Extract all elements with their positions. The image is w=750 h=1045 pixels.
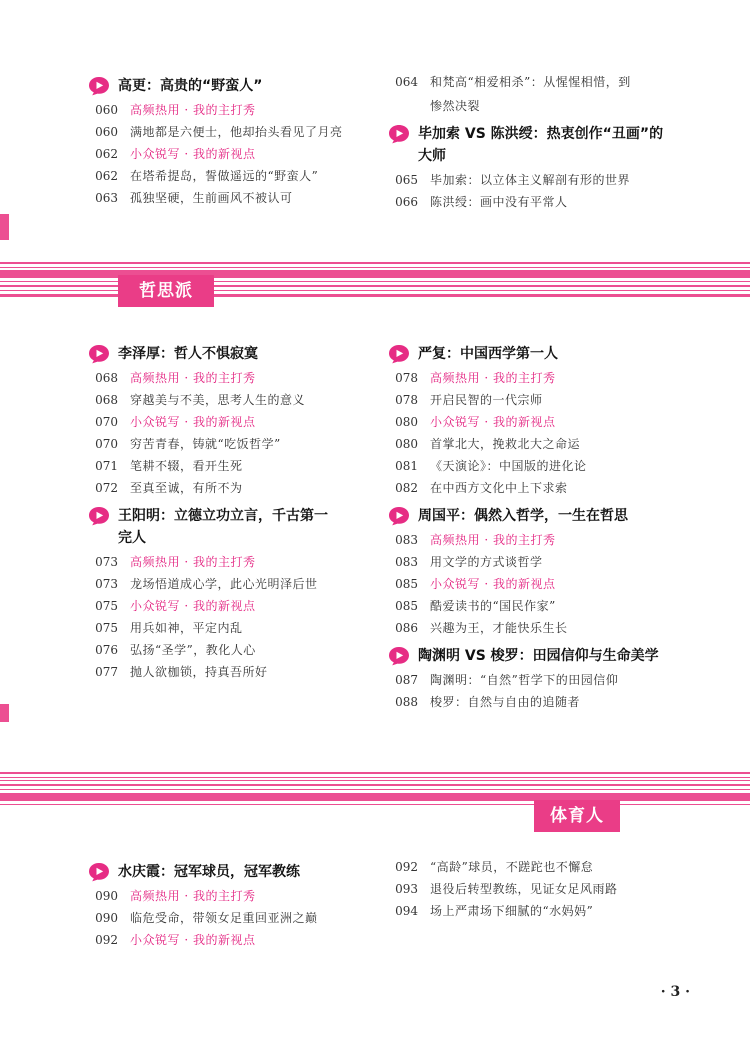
page-ref: 062 — [95, 169, 118, 183]
page-ref: 092 — [395, 860, 418, 874]
section-label: 高频热用 · 我的主打秀 — [430, 533, 556, 547]
section-label: 高频热用 · 我的主打秀 — [130, 371, 256, 385]
entry-title: 至真至诚，有所不为 — [130, 481, 243, 495]
toc-entry[interactable] — [88, 933, 418, 947]
play-speech-bubble-icon — [388, 506, 410, 526]
entry-title: 在塔希提岛，誓做遥远的“野蛮人” — [130, 169, 319, 183]
page-ref: 087 — [395, 673, 418, 687]
page-ref: 065 — [395, 173, 418, 187]
play-speech-bubble-icon — [88, 506, 110, 526]
entry-title: 笔耕不辍，看开生死 — [130, 459, 243, 473]
topic-shui-qingxia[interactable]: 水庆霞：冠军球员，冠军教练 — [88, 861, 418, 883]
entry-title: 穿越美与不美，思考人生的意义 — [130, 393, 306, 407]
toc-entry[interactable] — [388, 695, 728, 709]
entry-title: 《天演论》：中国版的进化论 — [430, 459, 587, 473]
toc-entry[interactable] — [388, 599, 728, 613]
toc-entry[interactable] — [88, 169, 418, 183]
page-ref: 076 — [95, 643, 118, 657]
toc-entry[interactable] — [388, 173, 718, 187]
page-ref: 072 — [95, 481, 118, 495]
page-ref: 078 — [395, 393, 418, 407]
page-ref: 070 — [95, 437, 118, 451]
play-speech-bubble-icon — [88, 862, 110, 882]
toc-entry[interactable] — [388, 577, 728, 591]
entry-title: 临危受命，带领女足重回亚洲之巅 — [130, 911, 318, 925]
topic-heading[interactable]: 陶渊明 VS 梭罗：田园信仰与生命美学 — [388, 645, 728, 667]
entry-title: 穷苦青春，铸就“吃饭哲学” — [130, 437, 281, 451]
mid-left-column — [88, 343, 418, 679]
play-speech-bubble-icon — [388, 124, 410, 144]
topic-heading[interactable]: 李泽厚：哲人不惧寂寞 — [88, 343, 418, 365]
entry-title: 开启民智的一代宗师 — [430, 393, 543, 407]
edge-mark — [0, 704, 9, 722]
entry-title: 兴趣为王，才能快乐生长 — [430, 621, 568, 635]
section-label: 小众锐写 · 我的新视点 — [130, 147, 256, 161]
section-label: 小众锐写 · 我的新视点 — [430, 577, 556, 591]
section-label: 小众锐写 · 我的新视点 — [130, 599, 256, 613]
page-ref: 060 — [95, 103, 118, 117]
section-label: 高频热用 · 我的主打秀 — [130, 555, 256, 569]
section-label: 小众锐写 · 我的新视点 — [430, 415, 556, 429]
section-label: 高频热用 · 我的主打秀 — [130, 889, 256, 903]
entry-title: 陶渊明：“自然”哲学下的田园信仰 — [430, 673, 619, 687]
top-right-column — [388, 75, 718, 209]
toc-entry[interactable] — [88, 103, 418, 117]
toc-entry[interactable] — [88, 665, 418, 679]
page-ref: 080 — [395, 415, 418, 429]
toc-entry[interactable] — [388, 437, 728, 451]
toc-entry[interactable] — [88, 191, 418, 205]
section-band-philosophy — [0, 262, 750, 302]
mid-right-column — [388, 343, 728, 709]
page-ref: 068 — [95, 393, 118, 407]
toc-entry[interactable] — [388, 882, 718, 896]
entry-title: “高龄”球员，不蹉跎也不懈怠 — [430, 860, 594, 874]
entry-title: 用兵如神，平定内乱 — [130, 621, 243, 635]
page-ref: 060 — [95, 125, 118, 139]
section-label: 高频热用 · 我的主打秀 — [130, 103, 256, 117]
section-band-sports — [0, 772, 750, 826]
page-ref: 071 — [95, 459, 118, 473]
entry-title: 在中西方文化中上下求索 — [430, 481, 568, 495]
page-ref: 086 — [395, 621, 418, 635]
page-ref: 073 — [95, 555, 118, 569]
toc-entry[interactable] — [88, 393, 418, 407]
toc-entry[interactable] — [88, 911, 418, 925]
page-ref: 083 — [395, 533, 418, 547]
page-ref: 094 — [395, 904, 418, 918]
section-label: 小众锐写 · 我的新视点 — [130, 933, 256, 947]
entry-title: 弘扬“圣学”，教化人心 — [130, 643, 256, 657]
play-speech-bubble-icon — [388, 646, 410, 666]
page-ref: 080 — [395, 437, 418, 451]
play-speech-bubble-icon — [388, 344, 410, 364]
toc-entry[interactable] — [88, 371, 418, 385]
page-ref: 090 — [95, 911, 118, 925]
entry-title: 满地都是六便士，他却抬头看见了月亮 — [130, 125, 343, 139]
toc-entry[interactable] — [388, 415, 728, 429]
toc-entry[interactable] — [88, 577, 418, 591]
page-ref: 075 — [95, 621, 118, 635]
toc-entry[interactable] — [88, 555, 418, 569]
section-title-philosophy: 哲思派 — [118, 275, 214, 307]
entry-title: 用文学的方式谈哲学 — [430, 555, 543, 569]
page-number: · 3 · — [660, 984, 690, 1000]
section-label: 高频热用 · 我的主打秀 — [430, 371, 556, 385]
page-ref: 078 — [395, 371, 418, 385]
toc-entry[interactable] — [388, 533, 728, 547]
bottom-right-column — [388, 860, 718, 918]
page-ref: 088 — [395, 695, 418, 709]
page-ref: 070 — [95, 415, 118, 429]
page-ref: 085 — [395, 599, 418, 613]
entry-title: 龙场悟道成心学，此心光明泽后世 — [130, 577, 318, 591]
toc-entry[interactable] — [88, 889, 418, 903]
toc-entry[interactable] — [388, 673, 728, 687]
toc-entry[interactable] — [88, 481, 418, 495]
toc-entry[interactable] — [88, 147, 418, 161]
toc-entry[interactable] — [388, 459, 728, 473]
topic-gauguin[interactable]: 高更：高贵的“野蛮人” — [88, 75, 418, 97]
page-ref: 081 — [395, 459, 418, 473]
toc-entry[interactable] — [388, 860, 718, 874]
section-title-sports: 体育人 — [534, 800, 620, 832]
section-label: 小众锐写 · 我的新视点 — [130, 415, 256, 429]
page-ref: 077 — [95, 665, 118, 679]
toc-entry[interactable] — [88, 599, 418, 613]
topic-heading[interactable]: 严复：中国西学第一人 — [388, 343, 728, 365]
entry-title: 退役后转型教练，见证女足风雨路 — [430, 882, 618, 896]
toc-entry[interactable] — [88, 125, 418, 139]
page-ref: 068 — [95, 371, 118, 385]
entry-title: 酷爱读书的“国民作家” — [430, 599, 556, 613]
top-left-column — [88, 75, 418, 205]
entry-title: 陈洪绶：画中没有平常人 — [430, 195, 568, 209]
page-ref: 066 — [395, 195, 418, 209]
toc-entry[interactable] — [88, 437, 418, 451]
play-speech-bubble-icon — [88, 76, 110, 96]
toc-entry[interactable] — [88, 415, 418, 429]
topic-heading[interactable]: 周国平：偶然入哲学，一生在哲思 — [388, 505, 728, 527]
entry-title: 孤独坚硬，生前画风不被认可 — [130, 191, 293, 205]
page-ref: 083 — [395, 555, 418, 569]
toc-entry[interactable] — [88, 643, 418, 657]
entry-title: 梭罗：自然与自由的追随者 — [430, 695, 581, 709]
toc-entry[interactable] — [88, 459, 418, 473]
toc-entry[interactable] — [388, 621, 728, 635]
toc-entry-continuation: 惨然决裂 — [430, 99, 481, 113]
page-ref: 085 — [395, 577, 418, 591]
toc-entry[interactable] — [388, 393, 728, 407]
toc-entry[interactable] — [388, 195, 718, 209]
toc-entry[interactable] — [388, 371, 728, 385]
edge-mark — [0, 214, 9, 240]
play-speech-bubble-icon — [88, 344, 110, 364]
page-ref: 090 — [95, 889, 118, 903]
page-ref: 092 — [95, 933, 118, 947]
toc-entry[interactable] — [388, 555, 728, 569]
toc-entry[interactable]: 064 和梵高“相爱相杀”：从惺惺相惜，到 — [395, 75, 631, 89]
page-ref: 075 — [95, 599, 118, 613]
bottom-left-column — [88, 861, 418, 947]
topic-picasso-chen[interactable]: 毕加索 VS 陈洪绶：热衷创作“丑画”的 大师 — [388, 123, 718, 167]
toc-entry[interactable] — [88, 621, 418, 635]
entry-title: 抛人欲枷锁，持真吾所好 — [130, 665, 268, 679]
page-ref: 073 — [95, 577, 118, 591]
page-ref: 082 — [395, 481, 418, 495]
entry-title: 场上严肃场下细腻的“水妈妈” — [430, 904, 594, 918]
topic-heading[interactable]: 王阳明：立德立功立言，千古第一 完人 — [88, 505, 418, 549]
entry-title: 毕加索：以立体主义解剖有形的世界 — [430, 173, 631, 187]
toc-entry[interactable] — [388, 904, 718, 918]
page-ref: 093 — [395, 882, 418, 896]
page-ref: 063 — [95, 191, 118, 205]
toc-entry[interactable] — [388, 481, 728, 495]
entry-title: 首掌北大，挽救北大之命运 — [430, 437, 581, 451]
page-ref: 062 — [95, 147, 118, 161]
